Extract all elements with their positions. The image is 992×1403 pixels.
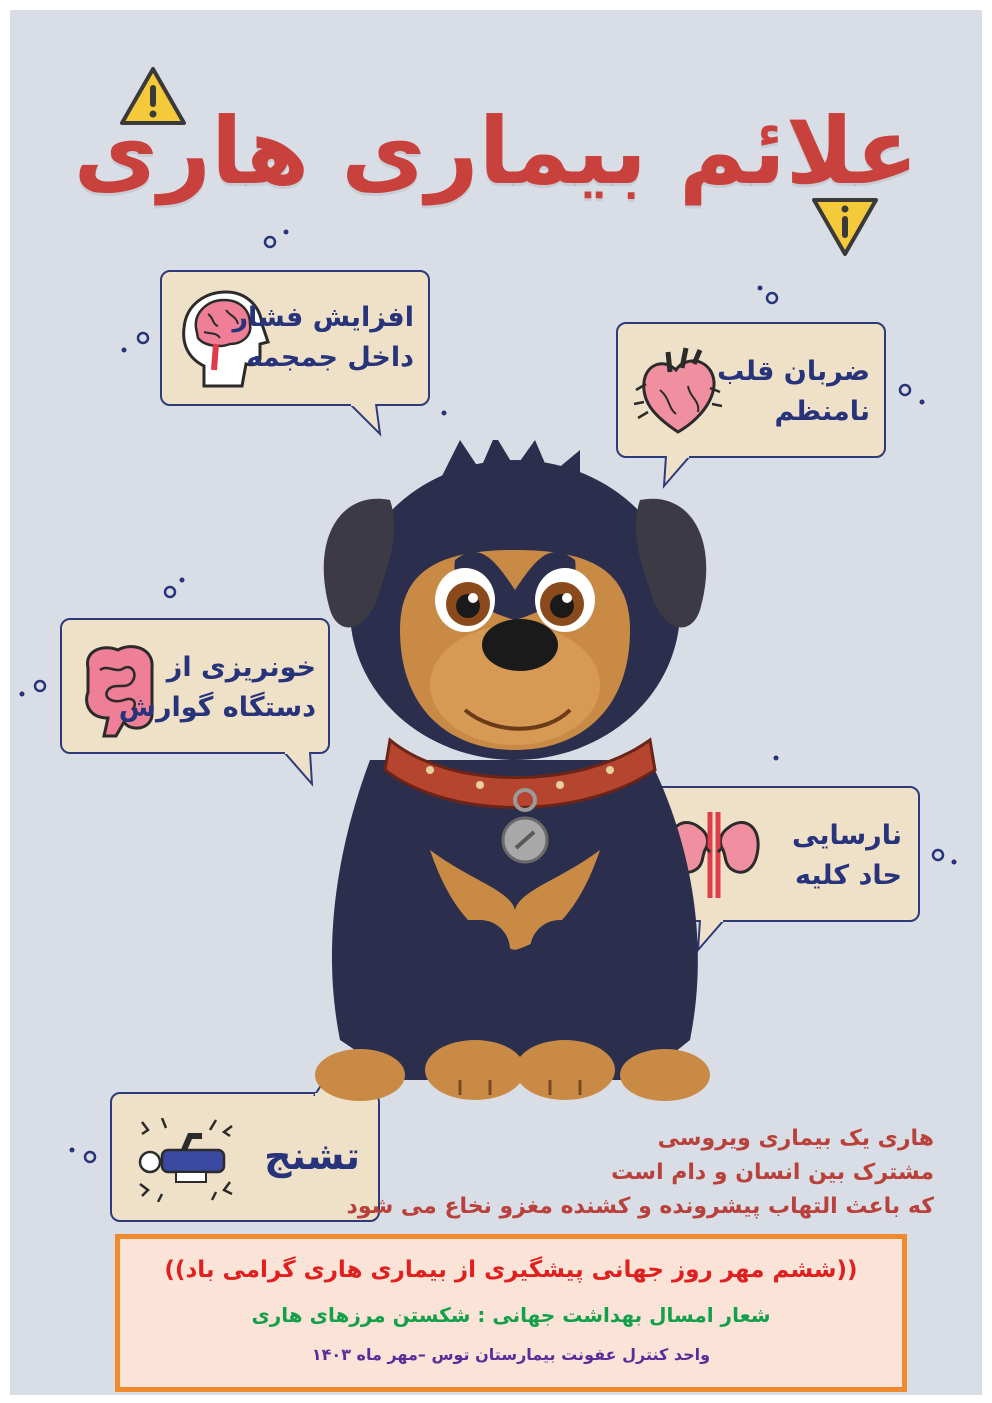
kidney-line2: حاد کلیه [795, 860, 902, 891]
gut-line2: دستگاه گوارش [118, 692, 316, 723]
footer-line3: واحد کنترل عفونت بیمارستان توس –مهر ماه ۱۴۰۳ [311, 1345, 711, 1364]
heart-line1: ضربان قلب [717, 356, 870, 387]
heart-icon [630, 342, 726, 438]
symptom-heart-bubble [616, 322, 886, 458]
seizure-label: تشنج [264, 1134, 360, 1178]
kidney-line1: نارسایی [792, 820, 902, 851]
warning-bottom-icon [810, 196, 880, 258]
poster [10, 10, 982, 1395]
symptom-brain-bubble [160, 270, 430, 406]
info-line2: مشترک بین انسان و دام است [611, 1160, 934, 1185]
brain-line2: داخل جمجمه [246, 342, 414, 373]
footer-line2: شعار امسال بهداشت جهانی : شکستن مرزهای هاری [251, 1303, 771, 1327]
info-line3: که باعث التهاب پیشرونده و کشنده مغزو نخاع می شود [346, 1194, 934, 1219]
footer-line1: ((ششم مهر روز جهانی پیشگیری از بیماری هاری گرامی باد)) [164, 1257, 858, 1283]
seizure-person-icon [132, 1118, 238, 1202]
bubble-tail [350, 404, 390, 438]
heart-line2: نامنظم [774, 396, 870, 427]
gut-line1: خونریزی از [166, 652, 316, 683]
info-text [347, 1122, 934, 1224]
info-line1: هاری یک بیماری ویروسی [657, 1126, 934, 1151]
brain-line1: افزایش فشار [232, 302, 414, 333]
footer-box [115, 1234, 907, 1392]
dog-illustration [280, 440, 750, 1120]
page-title: علائم بیماری هاری [73, 98, 919, 205]
